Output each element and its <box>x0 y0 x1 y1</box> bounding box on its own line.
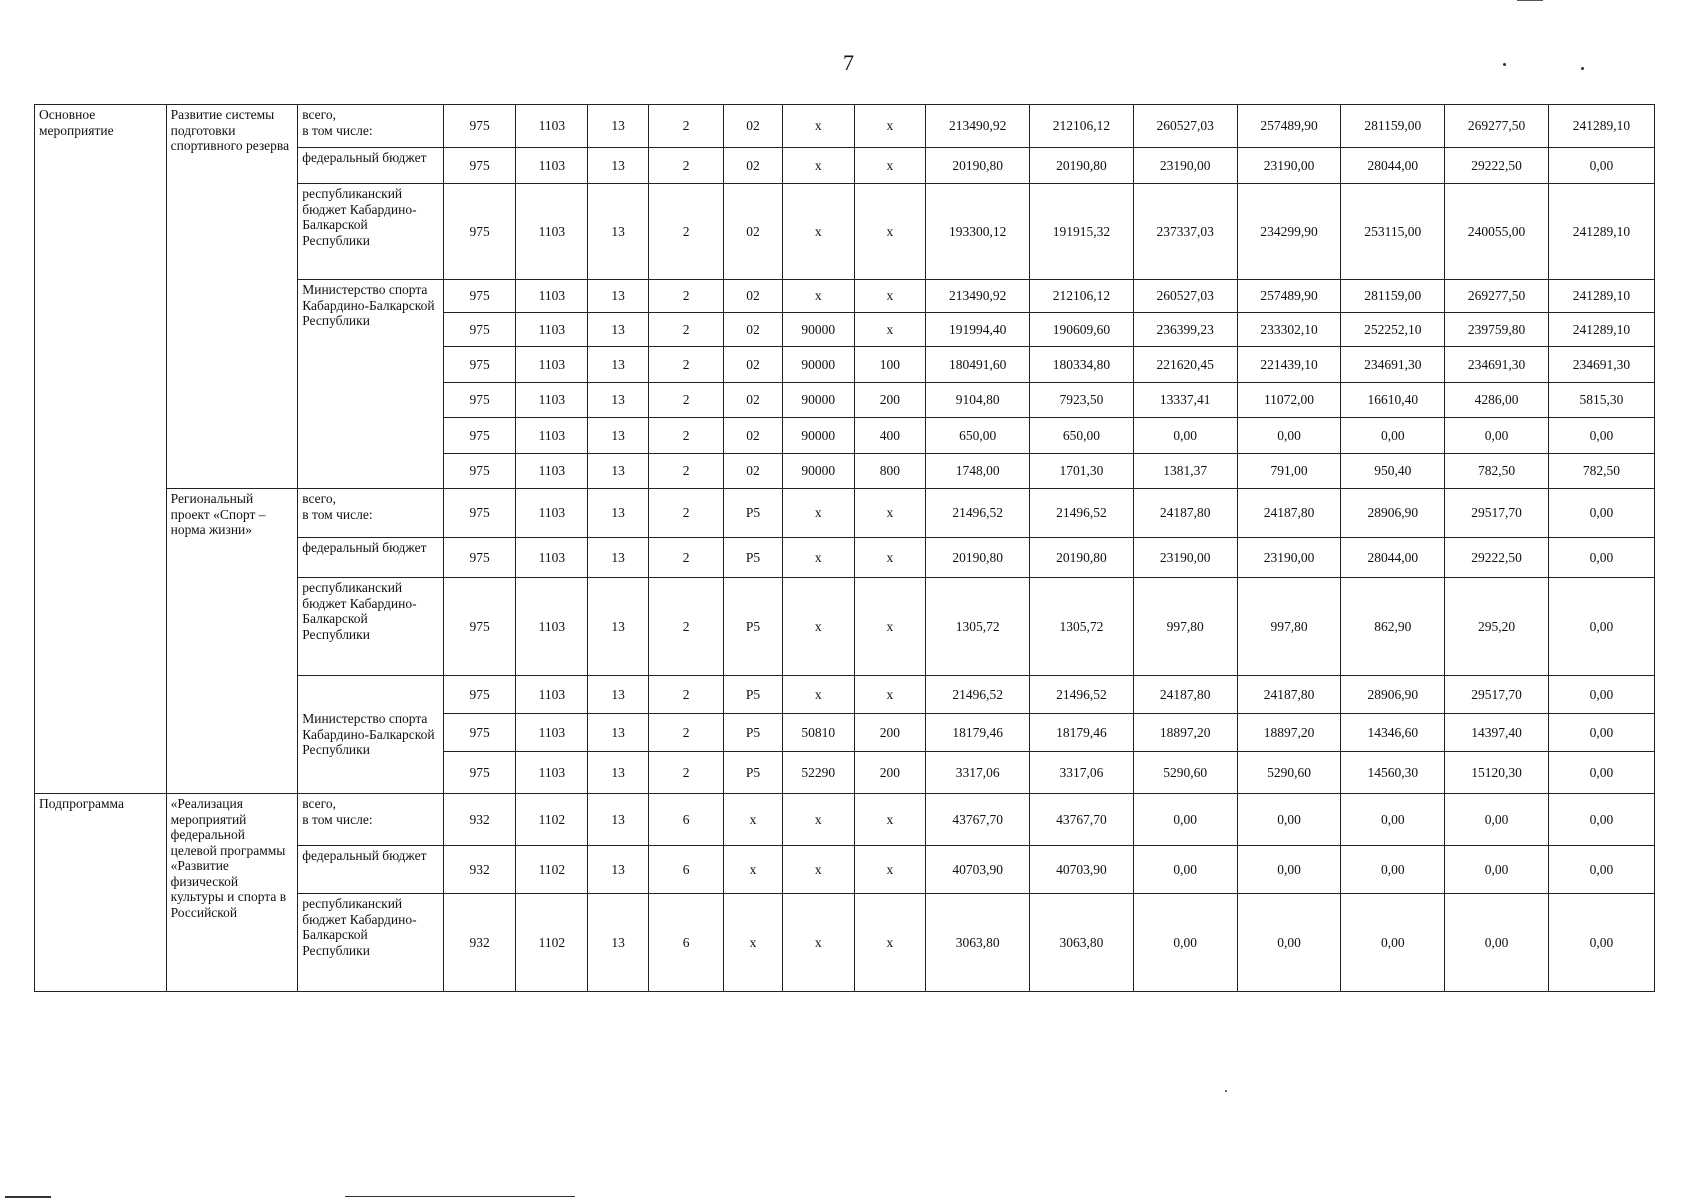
table-cell: 1103 <box>516 313 588 347</box>
table-cell: 0,00 <box>1548 418 1654 454</box>
table-cell: 0,00 <box>1548 846 1654 894</box>
table-cell: 281159,00 <box>1341 280 1445 313</box>
table-cell: 18897,20 <box>1133 714 1237 752</box>
funding-total-label: всего, в том числе: <box>298 794 444 846</box>
table-body <box>35 105 1655 992</box>
table-cell: 6 <box>649 846 724 894</box>
table-cell: x <box>854 538 926 578</box>
table-cell: 240055,00 <box>1445 184 1549 280</box>
table-cell: 23190,00 <box>1133 538 1237 578</box>
table-cell: 234691,30 <box>1341 347 1445 383</box>
funding-republic-label: республиканский бюджет Кабардино-Балкарской Республики <box>298 578 444 676</box>
table-cell: x <box>782 794 854 846</box>
funding-total-label: всего, в том числе: <box>298 489 444 538</box>
table-cell: 0,00 <box>1341 894 1445 992</box>
table-cell: 3317,06 <box>926 752 1030 794</box>
table-cell: 190609,60 <box>1030 313 1134 347</box>
funding-federal-label: федеральный бюджет <box>298 538 444 578</box>
table-cell: 241289,10 <box>1548 313 1654 347</box>
table-cell: 932 <box>443 894 516 992</box>
table-cell: x <box>854 184 926 280</box>
funding-federal-label: федеральный бюджет <box>298 148 444 184</box>
table-cell: 241289,10 <box>1548 184 1654 280</box>
table-cell: 2 <box>649 538 724 578</box>
table-cell: 975 <box>443 383 516 418</box>
table-cell: 295,20 <box>1445 578 1549 676</box>
table-cell: 2 <box>649 148 724 184</box>
table-cell: 180491,60 <box>926 347 1030 383</box>
table-cell: 1103 <box>516 578 588 676</box>
table-cell: 975 <box>443 418 516 454</box>
table-cell: 40703,90 <box>1030 846 1134 894</box>
table-cell: 212106,12 <box>1030 105 1134 148</box>
table-cell: 14560,30 <box>1341 752 1445 794</box>
table-cell: 950,40 <box>1341 454 1445 489</box>
table-cell: x <box>854 489 926 538</box>
table-cell: x <box>854 105 926 148</box>
table-cell: 40703,90 <box>926 846 1030 894</box>
scan-edge-line <box>345 1196 575 1197</box>
budget-table <box>34 104 1655 992</box>
table-cell: 90000 <box>782 418 854 454</box>
table-cell: 1103 <box>516 752 588 794</box>
table-cell: 02 <box>724 148 783 184</box>
table-cell: 02 <box>724 418 783 454</box>
table-cell: x <box>782 846 854 894</box>
table-cell: 15120,30 <box>1445 752 1549 794</box>
table-cell: 0,00 <box>1548 794 1654 846</box>
table-cell: 21496,52 <box>1030 676 1134 714</box>
funding-ministry-label: Министерство спорта Кабардино-Балкарской Республики <box>298 676 444 794</box>
scan-speck <box>1225 1090 1227 1092</box>
table-cell: 2 <box>649 418 724 454</box>
table-cell: 6 <box>649 894 724 992</box>
table-cell: P5 <box>724 578 783 676</box>
table-cell: x <box>782 489 854 538</box>
table-cell: x <box>854 846 926 894</box>
table-cell: x <box>782 538 854 578</box>
table-cell: 0,00 <box>1548 752 1654 794</box>
table-cell: 90000 <box>782 313 854 347</box>
table-cell: 28906,90 <box>1341 676 1445 714</box>
table-cell: 43767,70 <box>926 794 1030 846</box>
table-cell: 3317,06 <box>1030 752 1134 794</box>
table-cell: 191994,40 <box>926 313 1030 347</box>
table-cell: 02 <box>724 383 783 418</box>
table-cell: 2 <box>649 489 724 538</box>
table-cell: 28906,90 <box>1341 489 1445 538</box>
table-cell: 2 <box>649 280 724 313</box>
table-cell: 29517,70 <box>1445 676 1549 714</box>
table-cell: 932 <box>443 794 516 846</box>
table-cell: x <box>854 313 926 347</box>
table-cell: 0,00 <box>1445 894 1549 992</box>
table-row <box>35 489 1655 538</box>
table-cell: 253115,00 <box>1341 184 1445 280</box>
table-cell: 18897,20 <box>1237 714 1341 752</box>
table-cell: 52290 <box>782 752 854 794</box>
table-cell: 975 <box>443 676 516 714</box>
table-cell: 975 <box>443 184 516 280</box>
table-cell: 234299,90 <box>1237 184 1341 280</box>
table-cell: 23190,00 <box>1237 538 1341 578</box>
table-cell: 2 <box>649 454 724 489</box>
table-cell: 2 <box>649 714 724 752</box>
funding-republic-label: республиканский бюджет Кабардино-Балкарской Республики <box>298 184 444 280</box>
table-cell: 1102 <box>516 794 588 846</box>
table-cell: 24187,80 <box>1237 489 1341 538</box>
table-cell: 02 <box>724 347 783 383</box>
table-cell: 0,00 <box>1548 148 1654 184</box>
table-cell: 24187,80 <box>1237 676 1341 714</box>
table-cell: 800 <box>854 454 926 489</box>
table-cell: 13 <box>588 846 649 894</box>
table-cell: 13 <box>588 184 649 280</box>
table-cell: 21496,52 <box>1030 489 1134 538</box>
table-cell: 269277,50 <box>1445 280 1549 313</box>
table-cell: 3063,80 <box>1030 894 1134 992</box>
table-cell: 975 <box>443 538 516 578</box>
table-cell: x <box>782 578 854 676</box>
table-cell: 1305,72 <box>1030 578 1134 676</box>
table-cell: 0,00 <box>1133 418 1237 454</box>
table-cell: 23190,00 <box>1133 148 1237 184</box>
table-cell: 257489,90 <box>1237 105 1341 148</box>
table-cell: 221620,45 <box>1133 347 1237 383</box>
table-cell: 200 <box>854 714 926 752</box>
table-cell: 1381,37 <box>1133 454 1237 489</box>
table-cell: 0,00 <box>1548 489 1654 538</box>
table-cell: x <box>724 894 783 992</box>
table-cell: 0,00 <box>1341 418 1445 454</box>
table-cell: 90000 <box>782 383 854 418</box>
table-cell: 0,00 <box>1445 418 1549 454</box>
table-cell: 1102 <box>516 846 588 894</box>
table-cell: 782,50 <box>1445 454 1549 489</box>
table-row <box>35 105 1655 148</box>
table-cell: 21496,52 <box>926 489 1030 538</box>
table-cell: 2 <box>649 313 724 347</box>
table-cell: 20190,80 <box>926 148 1030 184</box>
table-cell: 13 <box>588 676 649 714</box>
table-cell: x <box>782 280 854 313</box>
table-cell: 2 <box>649 676 724 714</box>
table-cell: 997,80 <box>1237 578 1341 676</box>
table-cell: 13 <box>588 347 649 383</box>
table-cell: 932 <box>443 846 516 894</box>
table-cell: 0,00 <box>1237 894 1341 992</box>
budget-table-container <box>34 104 1655 992</box>
program-regional-project: Региональный проект «Спорт – норма жизни» <box>166 489 298 794</box>
table-cell: 21496,52 <box>926 676 1030 714</box>
table-cell: 0,00 <box>1133 794 1237 846</box>
table-cell: x <box>854 894 926 992</box>
table-cell: 0,00 <box>1237 846 1341 894</box>
table-cell: 191915,32 <box>1030 184 1134 280</box>
table-cell: 20190,80 <box>1030 148 1134 184</box>
table-cell: 0,00 <box>1548 714 1654 752</box>
table-cell: 3063,80 <box>926 894 1030 992</box>
table-cell: x <box>854 794 926 846</box>
table-cell: x <box>854 280 926 313</box>
table-cell: 14397,40 <box>1445 714 1549 752</box>
table-cell: 2 <box>649 184 724 280</box>
table-cell: 975 <box>443 313 516 347</box>
table-cell: 28044,00 <box>1341 538 1445 578</box>
table-cell: 13 <box>588 578 649 676</box>
table-cell: 975 <box>443 714 516 752</box>
table-cell: 90000 <box>782 454 854 489</box>
table-cell: 1103 <box>516 347 588 383</box>
funding-total-label: всего, в том числе: <box>298 105 444 148</box>
table-cell: 20190,80 <box>1030 538 1134 578</box>
table-cell: 13 <box>588 714 649 752</box>
table-cell: 1103 <box>516 280 588 313</box>
funding-federal-label: федеральный бюджет <box>298 846 444 894</box>
table-cell: 975 <box>443 752 516 794</box>
row-label-main-event: Основное мероприятие <box>35 105 167 794</box>
table-cell: 200 <box>854 383 926 418</box>
table-cell: 2 <box>649 578 724 676</box>
table-cell: 0,00 <box>1341 846 1445 894</box>
table-cell: 13 <box>588 752 649 794</box>
table-cell: 234691,30 <box>1548 347 1654 383</box>
table-cell: 1103 <box>516 676 588 714</box>
table-cell: 1748,00 <box>926 454 1030 489</box>
table-cell: 13 <box>588 280 649 313</box>
table-cell: 13337,41 <box>1133 383 1237 418</box>
table-cell: 5815,30 <box>1548 383 1654 418</box>
table-cell: 782,50 <box>1548 454 1654 489</box>
table-cell: 13 <box>588 383 649 418</box>
table-cell: 213490,92 <box>926 280 1030 313</box>
table-row <box>35 794 1655 846</box>
funding-republic-label: республиканский бюджет Кабардино-Балкарской Республики <box>298 894 444 992</box>
table-cell: 24187,80 <box>1133 489 1237 538</box>
table-cell: 0,00 <box>1445 846 1549 894</box>
table-cell: 221439,10 <box>1237 347 1341 383</box>
table-cell: 0,00 <box>1548 894 1654 992</box>
table-cell: x <box>724 794 783 846</box>
table-cell: x <box>782 148 854 184</box>
table-cell: 2 <box>649 752 724 794</box>
table-cell: 13 <box>588 489 649 538</box>
table-cell: 1103 <box>516 383 588 418</box>
table-cell: 13 <box>588 794 649 846</box>
table-cell: 862,90 <box>1341 578 1445 676</box>
table-cell: x <box>854 676 926 714</box>
table-cell: 1103 <box>516 148 588 184</box>
table-cell: 29222,50 <box>1445 538 1549 578</box>
table-cell: 100 <box>854 347 926 383</box>
table-cell: 200 <box>854 752 926 794</box>
table-cell: x <box>724 846 783 894</box>
table-cell: 0,00 <box>1133 846 1237 894</box>
table-cell: 0,00 <box>1133 894 1237 992</box>
table-cell: 14346,60 <box>1341 714 1445 752</box>
table-cell: 02 <box>724 280 783 313</box>
table-cell: 975 <box>443 105 516 148</box>
table-cell: 0,00 <box>1548 578 1654 676</box>
table-cell: 975 <box>443 280 516 313</box>
table-cell: P5 <box>724 676 783 714</box>
table-cell: 2 <box>649 105 724 148</box>
table-cell: 18179,46 <box>926 714 1030 752</box>
table-cell: 212106,12 <box>1030 280 1134 313</box>
table-cell: 90000 <box>782 347 854 383</box>
table-cell: 13 <box>588 418 649 454</box>
table-cell: 13 <box>588 148 649 184</box>
table-cell: 233302,10 <box>1237 313 1341 347</box>
table-cell: 400 <box>854 418 926 454</box>
table-cell: 193300,12 <box>926 184 1030 280</box>
table-cell: 43767,70 <box>1030 794 1134 846</box>
table-cell: 260527,03 <box>1133 105 1237 148</box>
funding-ministry-label: Министерство спорта Кабардино-Балкарской Республики <box>298 280 444 489</box>
table-cell: 1103 <box>516 714 588 752</box>
table-cell: 281159,00 <box>1341 105 1445 148</box>
table-cell: 18179,46 <box>1030 714 1134 752</box>
table-cell: 24187,80 <box>1133 676 1237 714</box>
table-cell: 975 <box>443 148 516 184</box>
table-cell: 16610,40 <box>1341 383 1445 418</box>
table-cell: 29517,70 <box>1445 489 1549 538</box>
table-cell: 6 <box>649 794 724 846</box>
table-cell: P5 <box>724 752 783 794</box>
table-cell: x <box>854 148 926 184</box>
table-cell: 20190,80 <box>926 538 1030 578</box>
table-cell: 975 <box>443 454 516 489</box>
table-cell: 236399,23 <box>1133 313 1237 347</box>
row-label-subprogram: Подпрограмма <box>35 794 167 992</box>
table-cell: 241289,10 <box>1548 105 1654 148</box>
table-cell: 9104,80 <box>926 383 1030 418</box>
table-cell: 0,00 <box>1445 794 1549 846</box>
table-cell: 269277,50 <box>1445 105 1549 148</box>
table-cell: 650,00 <box>1030 418 1134 454</box>
table-cell: P5 <box>724 489 783 538</box>
table-cell: 13 <box>588 105 649 148</box>
table-cell: 2 <box>649 383 724 418</box>
table-cell: 1103 <box>516 489 588 538</box>
table-cell: 213490,92 <box>926 105 1030 148</box>
table-cell: x <box>782 894 854 992</box>
table-cell: x <box>782 184 854 280</box>
table-cell: 791,00 <box>1237 454 1341 489</box>
scan-edge-line <box>5 1196 51 1198</box>
table-cell: 650,00 <box>926 418 1030 454</box>
table-cell: 50810 <box>782 714 854 752</box>
table-cell: 997,80 <box>1133 578 1237 676</box>
table-cell: 2 <box>649 347 724 383</box>
top-edge-mark <box>1517 0 1543 1</box>
table-cell: 4286,00 <box>1445 383 1549 418</box>
table-cell: 234691,30 <box>1445 347 1549 383</box>
table-cell: 1103 <box>516 538 588 578</box>
table-cell: 29222,50 <box>1445 148 1549 184</box>
table-cell: 02 <box>724 105 783 148</box>
table-cell: x <box>782 676 854 714</box>
program-reserve-development: Развитие системы подготовки спортивного резерва <box>166 105 298 489</box>
table-cell: x <box>782 105 854 148</box>
table-cell: 0,00 <box>1341 794 1445 846</box>
table-cell: 0,00 <box>1548 676 1654 714</box>
table-cell: 02 <box>724 313 783 347</box>
program-fcp: «Реализация мероприятий федеральной целевой программы «Развитие физической культуры и спорта в Российской <box>166 794 298 992</box>
table-cell: 975 <box>443 489 516 538</box>
table-cell: 237337,03 <box>1133 184 1237 280</box>
table-cell: 241289,10 <box>1548 280 1654 313</box>
table-cell: 1102 <box>516 894 588 992</box>
table-cell: 975 <box>443 578 516 676</box>
table-cell: 0,00 <box>1548 538 1654 578</box>
table-cell: 11072,00 <box>1237 383 1341 418</box>
table-cell: 23190,00 <box>1237 148 1341 184</box>
table-cell: 02 <box>724 184 783 280</box>
table-cell: 260527,03 <box>1133 280 1237 313</box>
table-cell: 7923,50 <box>1030 383 1134 418</box>
table-cell: 02 <box>724 454 783 489</box>
table-cell: 28044,00 <box>1341 148 1445 184</box>
table-cell: 180334,80 <box>1030 347 1134 383</box>
table-cell: 1103 <box>516 184 588 280</box>
table-cell: 1103 <box>516 418 588 454</box>
table-cell: 13 <box>588 454 649 489</box>
table-cell: 1103 <box>516 105 588 148</box>
table-cell: 0,00 <box>1237 794 1341 846</box>
table-cell: 1103 <box>516 454 588 489</box>
table-cell: 5290,60 <box>1133 752 1237 794</box>
table-cell: P5 <box>724 714 783 752</box>
table-cell: x <box>854 578 926 676</box>
table-cell: 975 <box>443 347 516 383</box>
table-cell: P5 <box>724 538 783 578</box>
table-cell: 0,00 <box>1237 418 1341 454</box>
table-cell: 13 <box>588 894 649 992</box>
table-cell: 13 <box>588 538 649 578</box>
page-number: 7 <box>843 50 854 75</box>
table-cell: 13 <box>588 313 649 347</box>
table-cell: 5290,60 <box>1237 752 1341 794</box>
table-cell: 1305,72 <box>926 578 1030 676</box>
table-cell: 239759,80 <box>1445 313 1549 347</box>
table-cell: 252252,10 <box>1341 313 1445 347</box>
table-cell: 1701,30 <box>1030 454 1134 489</box>
table-cell: 257489,90 <box>1237 280 1341 313</box>
